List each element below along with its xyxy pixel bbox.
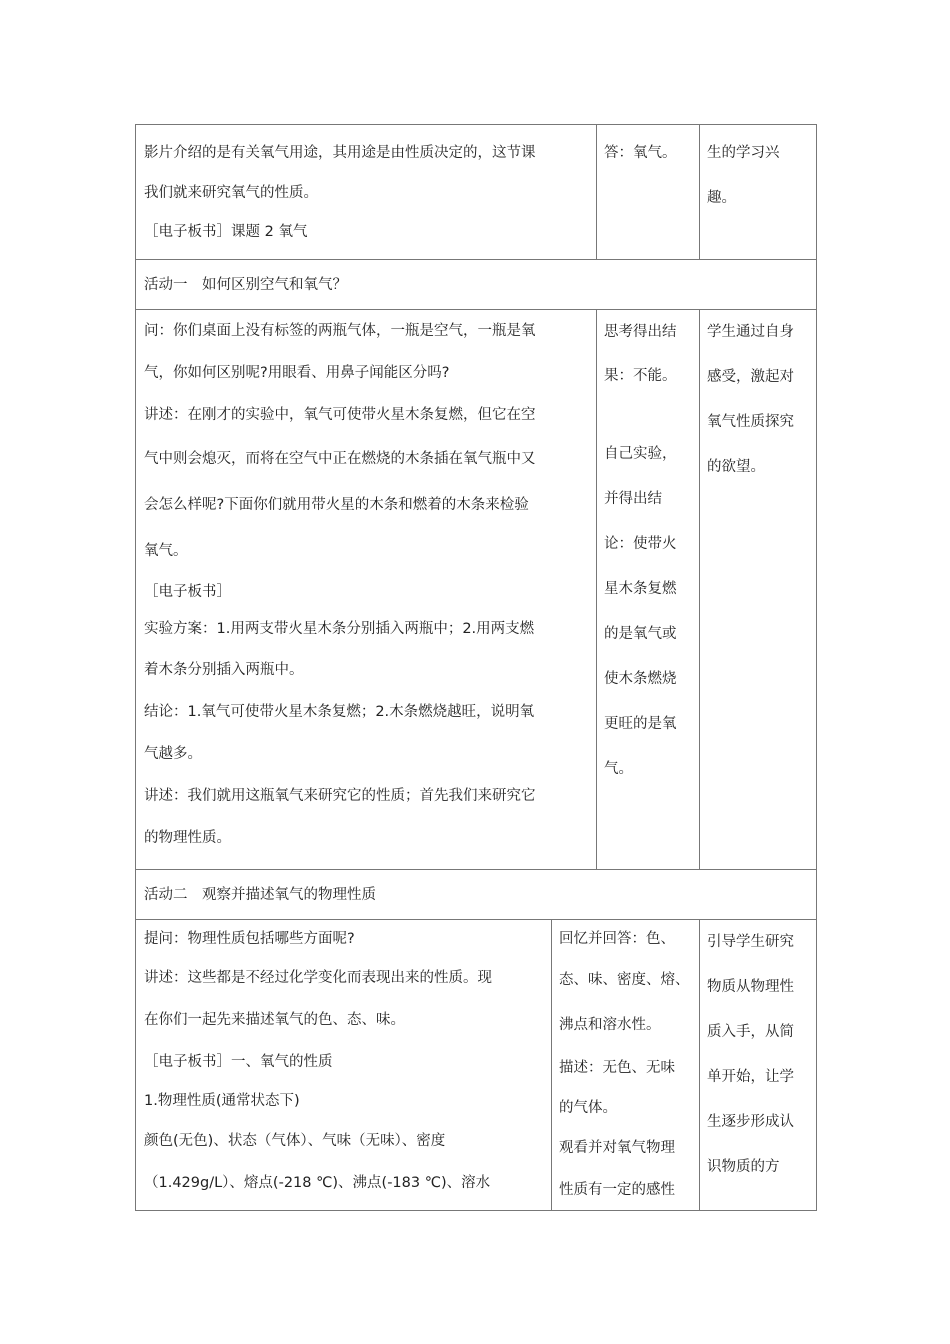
activity-header-row xyxy=(136,870,816,920)
text-line: 在你们一起先来描述氧气的色、态、味。 xyxy=(144,1012,405,1028)
teacher-activity-cell xyxy=(136,125,596,259)
text-line: 气越多。 xyxy=(144,746,202,762)
text-line: 气，你如何区别呢?用眼看、用鼻子闻能区分吗? xyxy=(144,365,450,381)
text-line: 氧气。 xyxy=(144,543,188,559)
text-line: 描述：无色、无味 xyxy=(559,1060,675,1076)
design-intent-cell xyxy=(699,125,817,259)
design-intent-cell xyxy=(699,310,817,869)
activity-title xyxy=(136,260,816,309)
text-line: （1.429g/L）、熔点(-218 ℃)、沸点(-183 ℃)、溶水 xyxy=(144,1175,491,1191)
text-line: 答：氧气。 xyxy=(604,145,677,161)
text-line: 气。 xyxy=(604,761,633,777)
text-line: 1.物理性质(通常状态下) xyxy=(144,1093,300,1109)
text-line: 气中则会熄灭，而将在空气中正在燃烧的木条插在氧气瓶中又 xyxy=(144,451,536,467)
student-activity-cell xyxy=(596,310,699,869)
text-line: 的物理性质。 xyxy=(144,830,231,846)
student-activity-cell xyxy=(596,125,699,259)
text-line: 提问：物理性质包括哪些方面呢? xyxy=(144,931,355,947)
text-line: 氧气性质探究 xyxy=(707,414,794,430)
text-line: 实验方案：1.用两支带火星木条分别插入两瓶中；2.用两支燃 xyxy=(144,621,535,637)
text-line: 着木条分别插入两瓶中。 xyxy=(144,662,304,678)
text-line: 星木条复燃 xyxy=(604,581,677,597)
text-line: ［电子板书］课题 2 氧气 xyxy=(144,224,308,240)
text-line: 的是氧气或 xyxy=(604,626,677,642)
activity-header-row xyxy=(136,260,816,310)
text-line: 质入手，从简 xyxy=(707,1024,794,1040)
text-line: 更旺的是氧 xyxy=(604,716,677,732)
text-line: 回忆并回答：色、 xyxy=(559,931,675,947)
text-line: 我们就来研究氧气的性质。 xyxy=(144,185,318,201)
student-activity-cell xyxy=(551,920,699,1211)
text-line: 自己实验， xyxy=(604,446,677,462)
activity-title xyxy=(136,870,816,919)
design-intent-cell xyxy=(699,920,817,1211)
text-line: 趣。 xyxy=(707,190,736,206)
table-row xyxy=(136,920,816,1211)
text-line: 并得出结 xyxy=(604,491,662,507)
text-line: 讲述：这些都是不经过化学变化而表现出来的性质。现 xyxy=(144,970,492,986)
text-line: 生逐步形成认 xyxy=(707,1114,794,1130)
text-line: 讲述：我们就用这瓶氧气来研究它的性质；首先我们来研究它 xyxy=(144,788,536,804)
activity-title-text: 活动二 观察并描述氧气的物理性质 xyxy=(144,887,376,903)
text-line: 影片介绍的是有关氧气用途，其用途是由性质决定的，这节课 xyxy=(144,145,536,161)
table-row xyxy=(136,125,816,260)
text-line: 颜色(无色)、状态（气体）、气味（无味）、密度 xyxy=(144,1133,446,1149)
text-line: 物质从物理性 xyxy=(707,979,794,995)
text-line: 引导学生研究 xyxy=(707,934,794,950)
text-line: 讲述：在刚才的实验中，氧气可使带火星木条复燃，但它在空 xyxy=(144,407,536,423)
text-line: 果：不能。 xyxy=(604,368,677,384)
text-line: 问：你们桌面上没有标签的两瓶气体，一瓶是空气，一瓶是氧 xyxy=(144,323,536,339)
activity-title-text: 活动一 如何区别空气和氧气？ xyxy=(144,277,347,293)
text-line: 生的学习兴 xyxy=(707,145,780,161)
text-line: 学生通过自身 xyxy=(707,324,794,340)
text-line: 思考得出结 xyxy=(604,324,677,340)
table-row xyxy=(136,310,816,870)
text-line: 观看并对氧气物理 xyxy=(559,1140,675,1156)
text-line: 感受，激起对 xyxy=(707,369,794,385)
text-line: 论：使带火 xyxy=(604,536,677,552)
teacher-activity-cell xyxy=(136,920,551,1211)
teacher-activity-cell xyxy=(136,310,596,869)
text-line: 的欲望。 xyxy=(707,459,765,475)
text-line: 识物质的方 xyxy=(707,1159,780,1175)
text-line: 使木条燃烧 xyxy=(604,671,677,687)
text-line: 结论：1.氧气可使带火星木条复燃；2.木条燃烧越旺，说明氧 xyxy=(144,704,535,720)
text-line: 性质有一定的感性 xyxy=(559,1182,675,1198)
text-line: 态、味、密度、熔、 xyxy=(559,972,690,988)
text-line: 单开始，让学 xyxy=(707,1069,794,1085)
text-line: ［电子板书］ xyxy=(144,584,231,600)
text-line: 沸点和溶水性。 xyxy=(559,1017,661,1033)
text-line: 的气体。 xyxy=(559,1100,617,1116)
lesson-plan-table xyxy=(135,124,817,1211)
text-line: ［电子板书］一、氧气的性质 xyxy=(144,1054,333,1070)
text-line: 会怎么样呢?下面你们就用带火星的木条和燃着的木条来检验 xyxy=(144,497,529,513)
